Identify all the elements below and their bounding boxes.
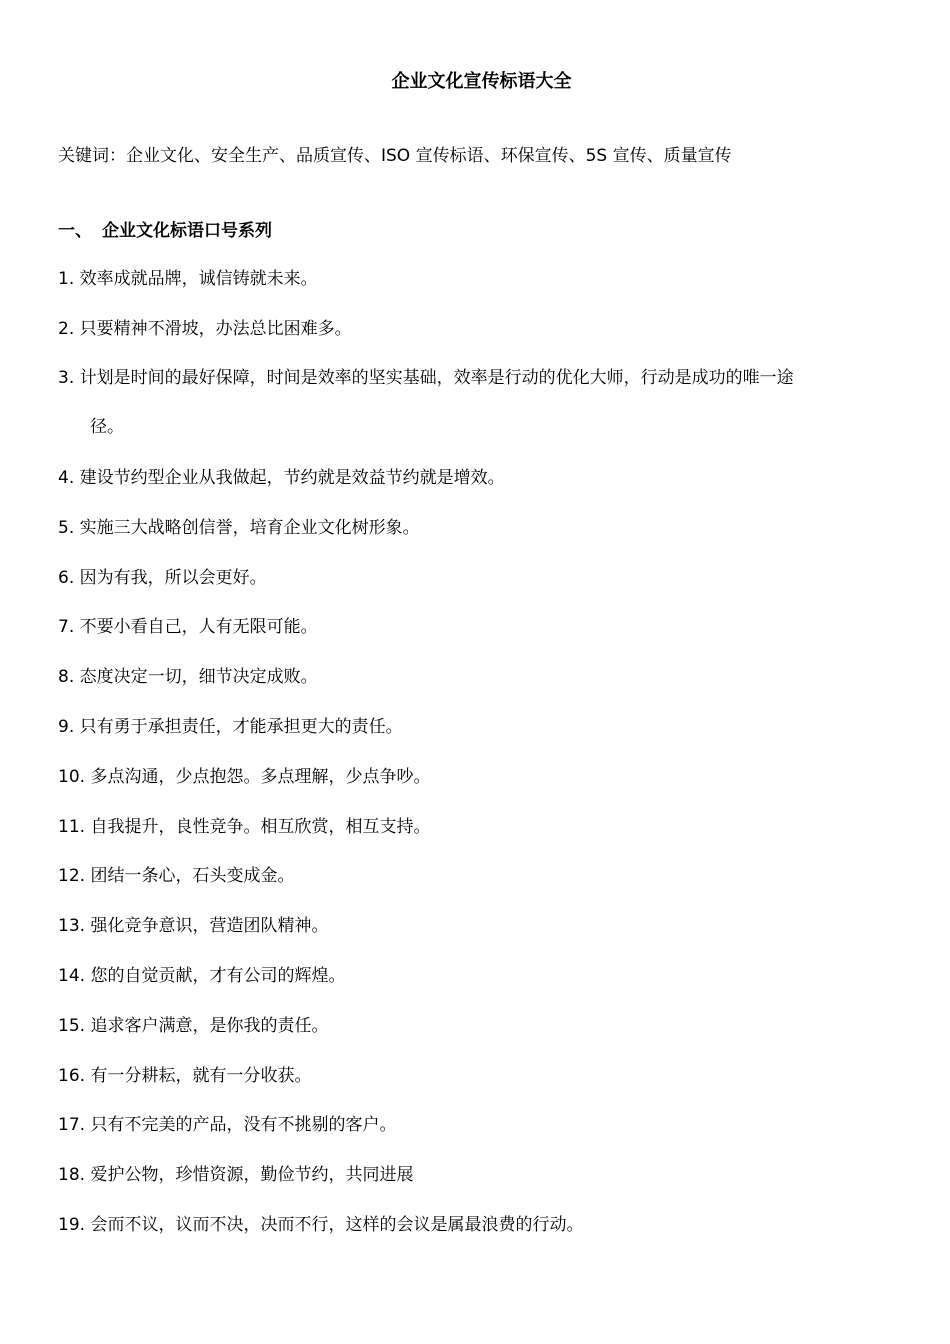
section-heading xyxy=(58,219,272,243)
document-title: 企业文化宣传标语大全 xyxy=(391,71,572,92)
keywords-line: 关键词：企业文化、安全生产、品质宣传、ISO 宣传标语、环保宣传、5S 宣传、质量宣传 xyxy=(58,146,732,166)
list-item: 9. 只有勇于承担责任，才能承担更大的责任。 xyxy=(58,716,403,737)
list-item: 5. 实施三大战略创信誉，培育企业文化树形象。 xyxy=(58,517,420,538)
list-item: 7. 不要小看自己，人有无限可能。 xyxy=(58,617,318,638)
slogan-list xyxy=(58,267,908,1263)
list-item: 14. 您的自觉贡献，才有公司的辉煌。 xyxy=(58,965,346,986)
list-item: 13. 强化竞争意识，营造团队精神。 xyxy=(58,916,329,937)
list-item: 17. 只有不完美的产品，没有不挑剔的客户。 xyxy=(58,1115,397,1136)
list-item-wrapped xyxy=(58,354,908,454)
list-item: 18. 爱护公物，珍惜资源，勤俭节约，共同进展 xyxy=(58,1165,414,1186)
list-item: 11. 自我提升，良性竞争。相互欣赏，相互支持。 xyxy=(58,816,431,837)
list-item: 4. 建设节约型企业从我做起，节约就是效益节约就是增效。 xyxy=(58,467,505,488)
list-item: 12. 团结一条心，石头变成金。 xyxy=(58,866,295,887)
list-item-line: 3. 计划是时间的最好保障，时间是效率的坚实基础，效率是行动的优化大师，行动是成功的唯一途 xyxy=(58,367,794,388)
list-item: 6. 因为有我，所以会更好。 xyxy=(58,567,267,588)
list-item: 16. 有一分耕耘，就有一分收获。 xyxy=(58,1065,312,1086)
section-number: 一、 xyxy=(58,221,92,241)
section-title: 企业文化标语口号系列 xyxy=(102,221,272,241)
list-item: 1. 效率成就品牌，诚信铸就未来。 xyxy=(58,269,318,289)
list-item: 10. 多点沟通，少点抱怨。多点理解，少点争吵。 xyxy=(58,766,431,787)
list-item: 2. 只要精神不滑坡，办法总比困难多。 xyxy=(58,318,352,339)
list-item-line-continued: 径。 xyxy=(90,417,124,438)
list-item: 15. 追求客户满意，是你我的责任。 xyxy=(58,1015,329,1036)
list-item: 19. 会而不议，议而不决，决而不行，这样的会议是属最浪费的行动。 xyxy=(58,1214,584,1235)
list-item: 8. 态度决定一切，细节决定成败。 xyxy=(58,667,318,688)
